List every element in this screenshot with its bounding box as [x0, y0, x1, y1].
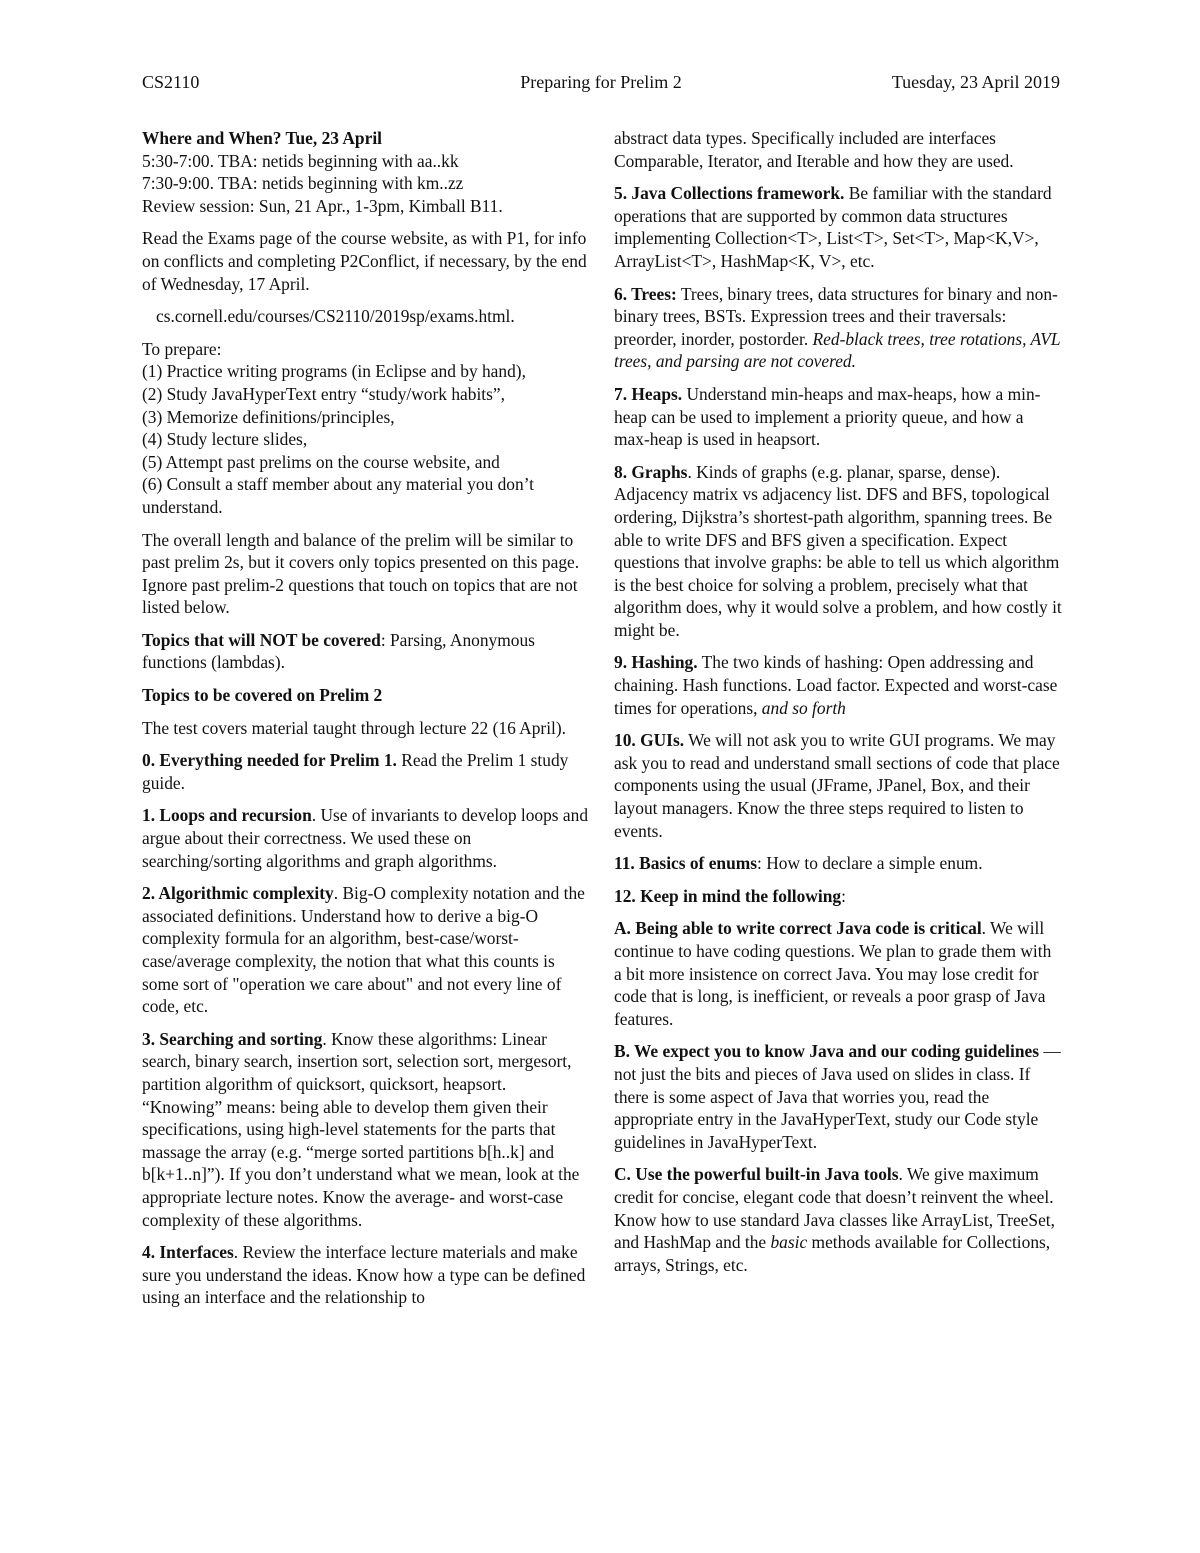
point-a: A. Being able to write correct Java code is critical. We will continue to have coding questions. We plan to grade them with a bit more insistence on correct Java. You may lose credit for code that is long, is inefficient, or reveals a poor grasp of Java features. [614, 918, 1052, 1029]
topic-1: 1. Loops and recursion. Use of invariants to develop loops and argue about their correctness. We used these on searching/sorting algorithms and graph algorithms. [142, 805, 589, 871]
prepare-item: (2) Study JavaHyperText entry “study/work habits”, [142, 383, 505, 404]
document-title: Preparing for Prelim 2 [520, 72, 682, 92]
prepare-item: (1) Practice writing programs (in Eclipse and by hand), [142, 361, 526, 382]
page-header [142, 72, 1060, 98]
topic-3: 3. Searching and sorting. Know these algorithms: Linear search, binary search, insertion sort, selection sort, mergesort, partition algorithm of quicksort, quicksort, heapsort. “Knowing” means: being able to develop them given their specifications, using high-level statements for the parts that massage the array (e.g. “merge sorted partitions b[h..k] and b[k+1..n]”). If you don’t understand what we mean, look at the appropriate lecture notes. Know the average- and worst-case complexity of these algorithms. [142, 1028, 580, 1230]
topic-5: 5. Java Collections framework. Be familiar with the standard operations that are supported by common data structures implementing Collection<T>, List<T>, Set<T>, Map<K,V>, ArrayList<T>, HashMap<K, V>, etc. [614, 183, 1052, 271]
header-date: Tuesday, 23 April 2019 [891, 72, 1060, 92]
point-b: B. We expect you to know Java and our coding guidelines —not just the bits and pieces of Java used on slides in class. If there is some aspect of Java that worries you, read the appropriate entry in the JavaHyperText, study our Code style guidelines in JavaHyperText. [614, 1041, 1061, 1152]
topic-12: 12. Keep in mind the following: [614, 885, 846, 906]
exams-paragraph: Read the Exams page of the course website, as with P1, for info on conflicts and completing P2Conflict, if necessary, by the end of Wednesday, 17 April. [142, 228, 587, 294]
topic-6: 6. Trees: Trees, binary trees, data structures for binary and non-binary trees, BSTs. Expression trees and their traversals: preorder, inorder, postorder. Red-black trees, tree rotations, AVL trees, and parsing are not covered. [614, 283, 1061, 372]
topic-10: 10. GUIs. We will not ask you to write GUI programs. We may ask you to read and understand small sections of code that place components using the usual (JFrame, JPanel, Box, and their layout managers. Know the three steps required to listen to events. [614, 730, 1060, 841]
covered-heading: Topics to be covered on Prelim 2 [142, 685, 383, 706]
topic-2: 2. Algorithmic complexity. Big-O complexity notation and the associated definitions. Understand how to derive a big-O complexity formula for an algorithm, best-case/worst-case/average complexity, the notion that what this counts is some sort of "operation we care about" and not every line of code, etc. [142, 883, 585, 1017]
topic-9: 9. Hashing. The two kinds of hashing: Open addressing and chaining. Hash functions. Load factor. Expected and worst-case times for operations, and so forth [614, 652, 1058, 718]
session-early: 5:30-7:00. TBA: netids beginning with aa..kk [142, 150, 459, 171]
prepare-item: (6) Consult a staff member about any material you don’t understand. [142, 474, 535, 517]
point-c: C. Use the powerful built-in Java tools. We give maximum credit for concise, elegant code that doesn’t reinvent the wheel. Know how to use standard Java classes like ArrayList, TreeSet, and HashMap and the basic methods available for Collections, arrays, Strings, etc. [614, 1164, 1055, 1275]
prepare-item: (5) Attempt past prelims on the course website, and [142, 451, 500, 472]
overall-paragraph: The overall length and balance of the prelim will be similar to past prelim 2s, but it covers only topics presented on this page. Ignore past prelim-2 questions that touch on topics that are not listed below. [142, 529, 580, 618]
course-code: CS2110 [142, 72, 200, 92]
exams-url: cs.cornell.edu/courses/CS2110/2019sp/exams.html. [156, 306, 515, 327]
covers-paragraph: The test covers material taught through lecture 22 (16 April). [142, 717, 567, 738]
topic-7: 7. Heaps. Understand min-heaps and max-heaps, how a min-heap can be used to implement a priority queue, and how a max-heap is used in heapsort. [614, 383, 1041, 450]
prepare-item: (3) Memorize definitions/principles, [142, 406, 395, 427]
topic-4-continued: abstract data types. Specifically included are interfaces Comparable, Iterator, and Iterable and how they are used. [614, 128, 1014, 171]
topic-4: 4. Interfaces. Review the interface lecture materials and make sure you understand the ideas. Know how a type can be defined using an interface and the relationship to [142, 1242, 586, 1308]
where-when-heading: Where and When? Tue, 23 April [142, 128, 382, 148]
prepare-title: To prepare: [142, 338, 222, 359]
not-covered-paragraph: Topics that will NOT be covered: Parsing, Anonymous functions (lambdas). [142, 629, 535, 673]
review-session: Review session: Sun, 21 Apr., 1-3pm, Kimball B11. [142, 195, 503, 216]
prepare-item: (4) Study lecture slides, [142, 429, 308, 450]
left-column [142, 127, 590, 1309]
topic-11: 11. Basics of enums: How to declare a simple enum. [614, 853, 983, 874]
topic-0: 0. Everything needed for Prelim 1. Read the Prelim 1 study guide. [142, 750, 569, 793]
topic-8: 8. Graphs. Kinds of graphs (e.g. planar, sparse, dense). Adjacency matrix vs adjacency list. DFS and BFS, topological ordering, Dijkstra’s shortest-path algorithm, spanning trees. Be able to write DFS and BFS given a specification. Expect questions that involve graphs: be able to tell us which algorithm is the best choice for solving a problem, precisely what that algorithm does, why it would solve a problem, and how costly it might be. [614, 461, 1062, 640]
session-late: 7:30-9:00. TBA: netids beginning with km..zz [142, 173, 464, 194]
right-column [614, 127, 1062, 1286]
